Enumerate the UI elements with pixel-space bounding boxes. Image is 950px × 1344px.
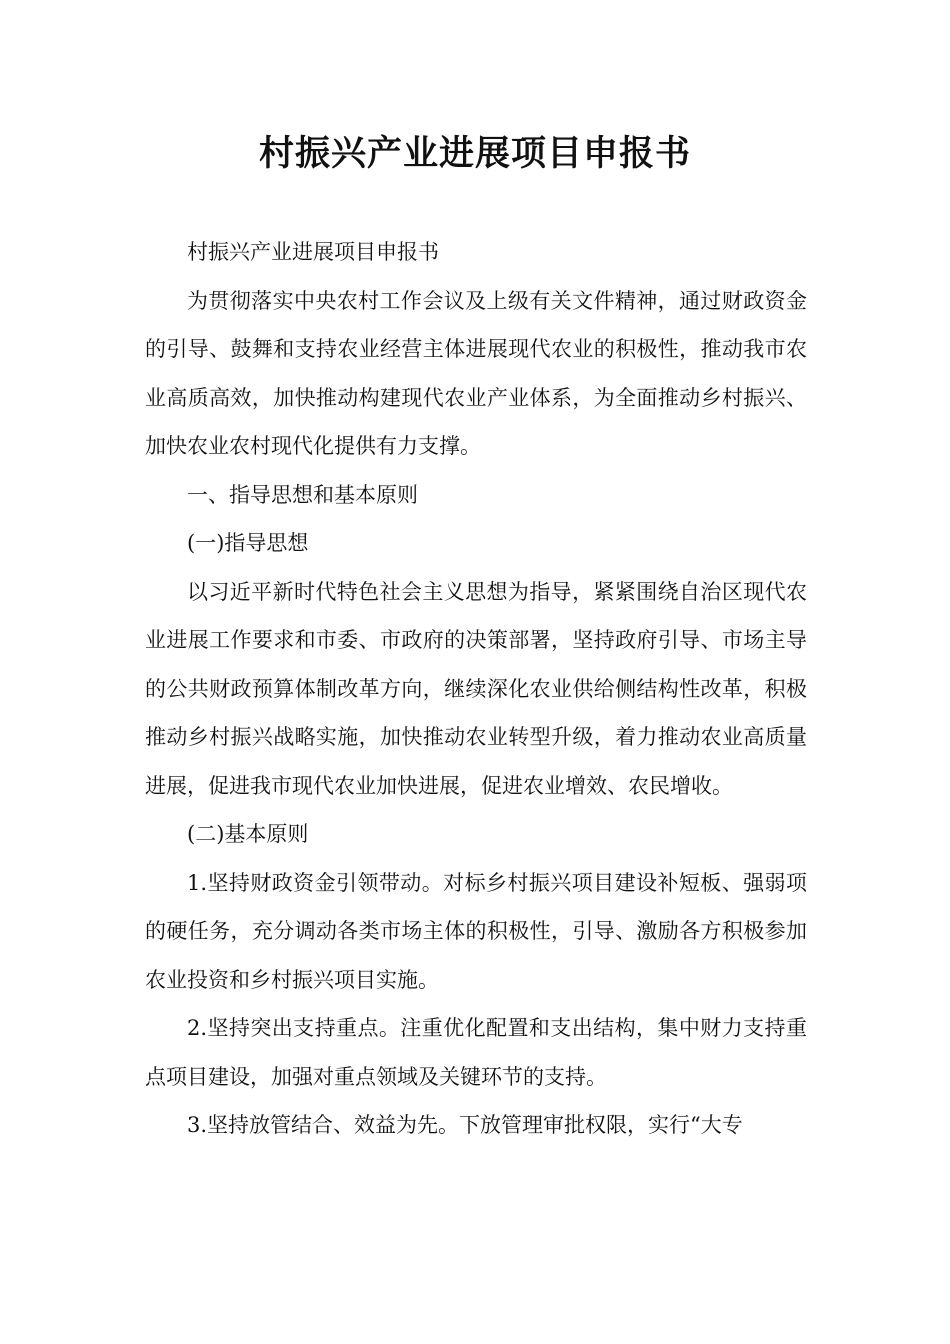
paragraph-principle-3: 3.坚持放管结合、效益为先。下放管理审批权限，实行“大专	[187, 1113, 743, 1137]
paragraph-guiding-thought: 以习近平新时代特色社会主义思想为指导，紧紧围绕自治区现代农业进展工作要求和市委、市政府的决策部署，坚持政府引导、市场主导的公共财政预算体制改革方向，继续深化农业供给侧结构性改革，积极推动乡村振兴战略实施，加快推动农业转型升级，着力推动农业高质量进展，促进我市现代农业加快进展，促进农业增效、农民增收。	[145, 579, 807, 798]
section-heading-1: 一、指导思想和基本原则	[187, 482, 418, 507]
subsection-heading-guiding-thought: (一)指导思想	[187, 531, 309, 555]
document-title: 村振兴产业进展项目申报书	[258, 134, 691, 174]
paragraph-principle-2: 2.坚持突出支持重点。注重优化配置和支出结构，集中财力支持重点项目建设，加强对重点领域及关键环节的支持。	[145, 1016, 807, 1089]
paragraph-intro: 为贯彻落实中央农村工作会议及上级有关文件精神，通过财政资金的引导、鼓舞和支持农业经营主体进展现代农业的积极性，推动我市农业高质高效，加快推动构建现代农业产业体系，为全面推动乡村振兴、加快农业农村现代化提供有力支撑。	[145, 288, 807, 458]
subsection-heading-basic-principles: (二)基本原则	[187, 822, 309, 846]
paragraph-principle-1: 1.坚持财政资金引领带动。对标乡村振兴项目建设补短板、强弱项的硬任务，充分调动各类市场主体的积极性，引导、激励各方积极参加农业投资和乡村振兴项目实施。	[145, 870, 807, 992]
paragraph-subtitle: 村振兴产业进展项目申报书	[187, 240, 439, 264]
document-body	[145, 228, 807, 1150]
